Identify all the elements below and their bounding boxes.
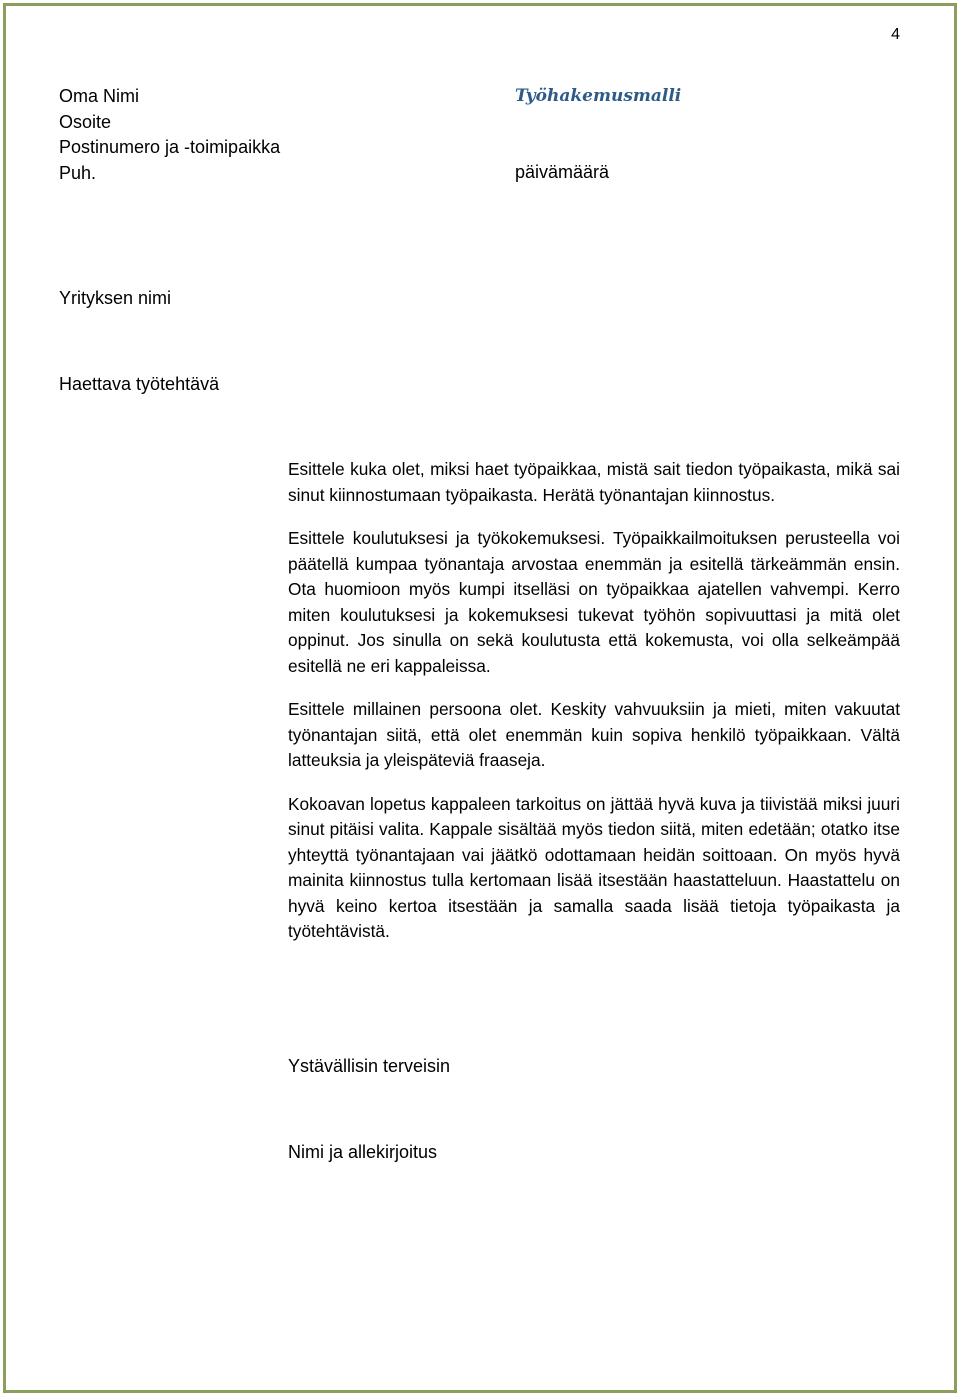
paragraph-education-experience: Esittele koulutuksesi ja työkokemuksesi. Työpaikkailmoituksen perusteella voi päätellä kumpaa työnantaja arvostaa enemmän ja esitellä tärkeämmän ensin. Ota huomioon myös kumpi itselläsi on työpaikkaa ajatellen vahvempi. Kerro miten koulutuksesi ja kokemuksesi tukevat työhön sopivuuttasi ja mitä olet oppinut. Jos sinulla on sekä koulutusta että kokemusta, voi olla selkeämpää esitellä ne eri kappaleissa. (288, 528, 900, 676)
date: päivämäärä (515, 162, 610, 182)
page-number: 4 (891, 26, 900, 43)
letter-body (288, 457, 900, 963)
paragraph-closing: Kokoavan lopetus kappaleen tarkoitus on jättää hyvä kuva ja tiivistää miksi juuri sinut pitäisi valita. Kappale sisältää myös tiedon siitä, miten edetään; otatko itse yhteyttä työnantajaan vai jäätkö odottamaan heidän soittoaan. On myös hyvä mainita kiinnostus tulla kertomaan lisää itsestään haastatteluun. Haastattelu on hyvä keino kertoa itsestään ja samalla saada lisää tietoja työpaikasta ja työtehtävistä. (288, 793, 900, 941)
sender-phone: Puh. (59, 162, 97, 183)
company-name: Yrityksen nimi (59, 288, 172, 308)
paragraph-introduction: Esittele kuka olet, miksi haet työpaikkaa, mistä sait tiedon työpaikasta, mikä sai sinut kiinnostumaan työpaikasta. Herätä työnantajan kiinnostus. (288, 459, 900, 505)
document-title: Työhakemusmalli (515, 86, 682, 106)
sender-postal: Postinumero ja -toimipaikka (59, 137, 281, 157)
sender-address: Osoite (59, 111, 112, 132)
sender-block (59, 84, 280, 186)
paragraph-personality: Esittele millainen persoona olet. Keskity vahvuuksiin ja mieti, miten vakuutat työnantajan siitä, että olet enemmän kuin sopiva henkilö työpaikkaan. Vältä latteuksia ja yleispäteviä fraaseja. (288, 699, 900, 770)
sender-name: Oma Nimi (59, 86, 139, 106)
signature: Nimi ja allekirjoitus (288, 1142, 438, 1162)
greeting: Ystävällisin terveisin (288, 1056, 451, 1076)
position-applied: Haettava työtehtävä (59, 374, 220, 394)
